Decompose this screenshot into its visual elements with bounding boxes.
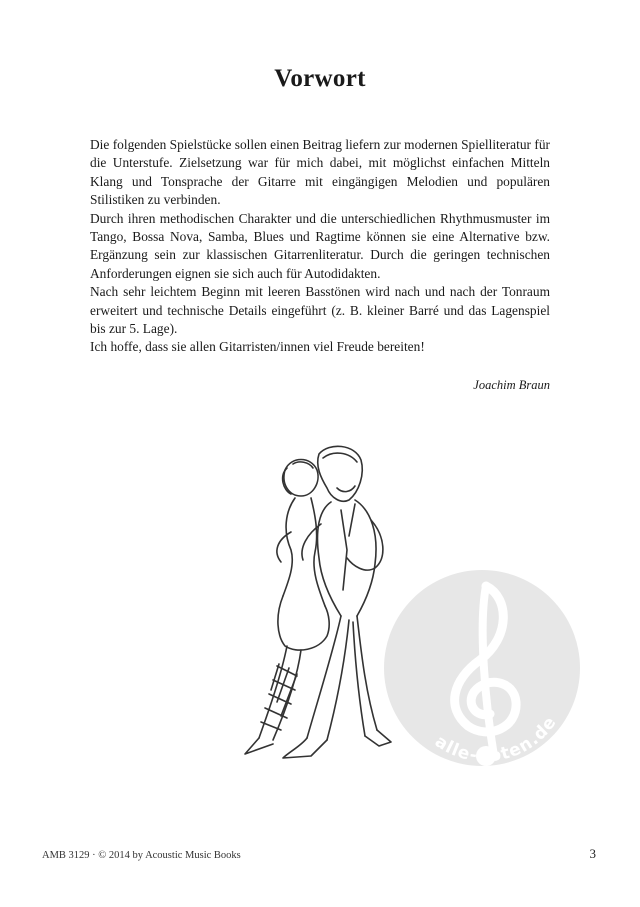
paragraph-4: Ich hoffe, dass sie allen Gitarristen/innen viel Freude bereiten! bbox=[90, 339, 425, 355]
page-number: 3 bbox=[589, 846, 596, 861]
paragraph-2: Durch ihren methodischen Charakter und die unterschiedlichen Rhythmusmuster im Tango, Bossa Nova, Samba, Blues und Ragtime können sie eine Alternative bzw. Ergänzung sein zur klassischen Gitarrenliteratur. Durch die geringen technischen Anforderungen eignen sie sich auch für Autodidakten. bbox=[90, 210, 550, 281]
tango-dancers-illustration bbox=[215, 440, 415, 770]
paragraph-3: Nach sehr leichtem Beginn mit leeren Basstönen wird nach und nach der Tonraum erweitert und technische Details eingeführt (z. B. kleiner Barré und das Lagenspiel bis zur 5. Lage). bbox=[90, 284, 550, 337]
copyright-footer: AMB 3129 · © 2014 by Acoustic Music Books bbox=[42, 850, 241, 861]
watermark-text: alle-noten.de bbox=[431, 712, 561, 767]
page-title: Vorwort bbox=[274, 64, 366, 92]
foreword-body bbox=[90, 136, 550, 357]
author-signature: Joachim Braun bbox=[473, 378, 550, 392]
paragraph-1: Die folgenden Spielstücke sollen einen Beitrag liefern zur modernen Spielliteratur für die Unterstufe. Zielsetzung war für mich dabei, mit möglichst einfachen Mitteln Klang und Tonsprache der Gitarre mit eingängigen Melodien und populären Stilistiken zu verbinden. bbox=[90, 137, 550, 208]
